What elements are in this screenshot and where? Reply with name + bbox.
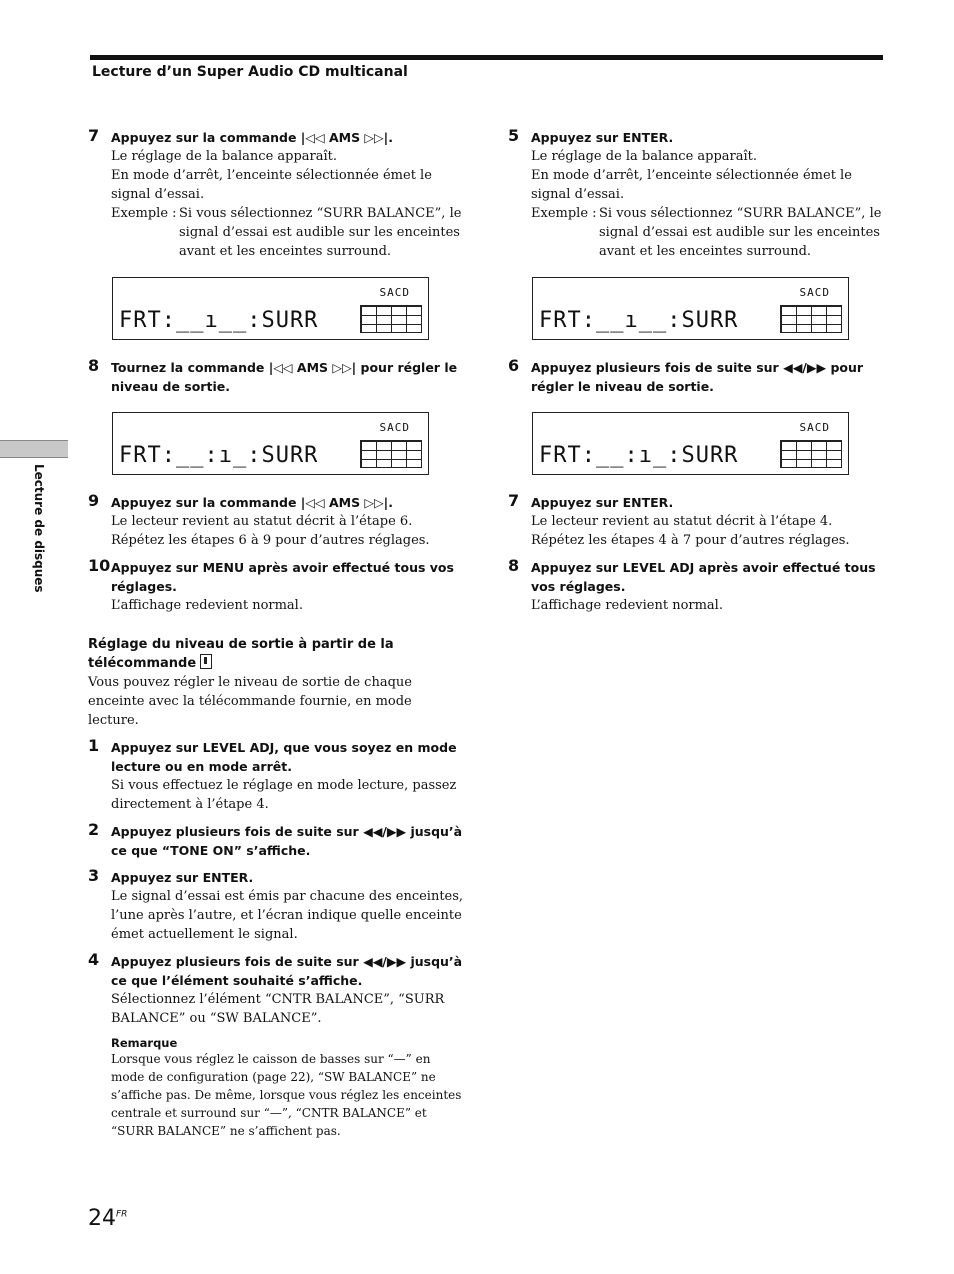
level-grid xyxy=(360,440,422,468)
step-instruction: Appuyez sur la commande |◁◁ AMS ▷▷|. xyxy=(111,130,393,145)
sacd-indicator: SACD xyxy=(799,421,830,434)
lcd-display xyxy=(112,412,429,475)
example-label: Exemple : xyxy=(531,206,597,221)
step-number: 9 xyxy=(88,491,100,510)
section-tab-bar xyxy=(0,440,68,458)
step-8 xyxy=(88,358,466,396)
remote-control-icon xyxy=(200,654,212,669)
lcd-display xyxy=(532,277,849,340)
lcd-display xyxy=(532,412,849,475)
step-7-right xyxy=(508,493,888,550)
step-number: 8 xyxy=(508,556,520,575)
lcd-text: FRT:__:ı_:SURR xyxy=(119,443,319,468)
step-instruction: Appuyez sur ENTER. xyxy=(111,870,254,885)
step-text: En mode d’arrêt, l’enceinte sélectionnée émet le signal d’essai. xyxy=(111,168,432,202)
step-text: Le lecteur revient au statut décrit à l’étape 4. xyxy=(531,514,833,529)
step-text: Répétez les étapes 6 à 9 pour d’autres réglages. xyxy=(111,533,430,548)
step-text: Le réglage de la balance apparaît. xyxy=(531,149,758,164)
page-header: Lecture d’un Super Audio CD multicanal xyxy=(92,64,408,80)
step-7 xyxy=(88,128,466,261)
step-text: Répétez les étapes 4 à 7 pour d’autres réglages. xyxy=(531,533,850,548)
step-text: L’affichage redevient normal. xyxy=(111,598,303,613)
subsection-heading xyxy=(88,635,466,673)
step-text: Si vous effectuez le réglage en mode lecture, passez directement à l’étape 4. xyxy=(111,778,457,812)
side-tab-label: Lecture de disques xyxy=(32,464,46,593)
page-number xyxy=(88,1206,127,1231)
step-text: Sélectionnez l’élément “CNTR BALANCE”, “SURR BALANCE” ou “SW BALANCE”. xyxy=(111,992,445,1026)
step-instruction: Appuyez sur MENU après avoir effectué tous vos réglages. xyxy=(111,560,454,594)
example-text: Si vous sélectionnez “SURR BALANCE”, le signal d’essai est audible sur les enceintes avant et les enceintes surround. xyxy=(179,206,462,259)
step-9 xyxy=(88,493,466,550)
left-column xyxy=(88,128,466,1148)
step-text: L’affichage redevient normal. xyxy=(531,598,723,613)
remote-step-2 xyxy=(88,822,466,860)
lcd-display xyxy=(112,277,429,340)
step-number: 4 xyxy=(88,950,100,969)
sacd-indicator: SACD xyxy=(379,286,410,299)
step-6 xyxy=(508,358,888,396)
page-number-value: 24 xyxy=(88,1206,116,1231)
level-grid xyxy=(780,305,842,333)
step-number: 6 xyxy=(508,356,520,375)
step-text: Le lecteur revient au statut décrit à l’étape 6. xyxy=(111,514,413,529)
step-number: 8 xyxy=(88,356,100,375)
step-number: 3 xyxy=(88,866,100,885)
step-number: 5 xyxy=(508,126,520,145)
lcd-text: FRT:__:ı_:SURR xyxy=(539,443,739,468)
step-10 xyxy=(88,558,466,615)
step-number: 2 xyxy=(88,820,100,839)
step-text: En mode d’arrêt, l’enceinte sélectionnée émet le signal d’essai. xyxy=(531,168,852,202)
level-grid xyxy=(360,305,422,333)
remote-step-3 xyxy=(88,868,466,944)
step-instruction: Appuyez sur LEVEL ADJ après avoir effectué tous vos réglages. xyxy=(531,560,876,594)
section-side-tab xyxy=(26,464,52,604)
step-8-right xyxy=(508,558,888,615)
step-number: 10 xyxy=(88,556,111,575)
step-instruction: Appuyez plusieurs fois de suite sur ◀◀/▶▶ pour régler le niveau de sortie. xyxy=(531,360,864,394)
level-grid xyxy=(780,440,842,468)
step-number: 7 xyxy=(88,126,100,145)
example xyxy=(531,204,888,261)
step-text: Le réglage de la balance apparaît. xyxy=(111,149,338,164)
sacd-indicator: SACD xyxy=(799,286,830,299)
note-title: Remarque xyxy=(111,1036,178,1050)
page-lang-suffix: FR xyxy=(116,1209,128,1220)
subsection-heading-text: Réglage du niveau de sortie à partir de la télécommande xyxy=(88,637,394,671)
lcd-text: FRT:__ı__:SURR xyxy=(539,308,739,333)
step-number: 7 xyxy=(508,491,520,510)
step-instruction: Appuyez plusieurs fois de suite sur ◀◀/▶▶ jusqu’à ce que “TONE ON” s’affiche. xyxy=(111,824,463,858)
step-instruction: Appuyez sur ENTER. xyxy=(531,130,674,145)
remote-step-4 xyxy=(88,952,466,1140)
remote-step-1 xyxy=(88,738,466,814)
step-text: Le signal d’essai est émis par chacune des enceintes, l’une après l’autre, et l’écran indique quelle enceinte émet actuellement le signal. xyxy=(111,889,464,942)
note-text: Lorsque vous réglez le caisson de basses sur “—” en mode de configuration (page 22), “SW BALANCE” ne s’affiche pas. De même, lorsque vous réglez les enceintes centrale et surround sur “—”, “CNTR BALANCE” et “SURR BALANCE” ne s’affichent pas. xyxy=(111,1052,462,1138)
sacd-indicator: SACD xyxy=(379,421,410,434)
example xyxy=(111,204,466,261)
subsection-intro: Vous pouvez régler le niveau de sortie de chaque enceinte avec la télécommande fournie, en mode lecture. xyxy=(88,675,412,728)
example-label: Exemple : xyxy=(111,206,177,221)
lcd-text: FRT:__ı__:SURR xyxy=(119,308,319,333)
step-instruction: Appuyez plusieurs fois de suite sur ◀◀/▶▶ jusqu’à ce que l’élément souhaité s’affiche. xyxy=(111,954,463,988)
step-instruction: Appuyez sur LEVEL ADJ, que vous soyez en mode lecture ou en mode arrêt. xyxy=(111,740,457,774)
step-instruction: Appuyez sur la commande |◁◁ AMS ▷▷|. xyxy=(111,495,393,510)
header-rule xyxy=(90,55,883,60)
example-text: Si vous sélectionnez “SURR BALANCE”, le signal d’essai est audible sur les enceintes avant et les enceintes surround. xyxy=(599,206,882,259)
right-column xyxy=(508,128,888,623)
step-instruction: Appuyez sur ENTER. xyxy=(531,495,674,510)
step-instruction: Tournez la commande |◁◁ AMS ▷▷| pour régler le niveau de sortie. xyxy=(111,360,458,394)
step-5 xyxy=(508,128,888,261)
step-number: 1 xyxy=(88,736,100,755)
